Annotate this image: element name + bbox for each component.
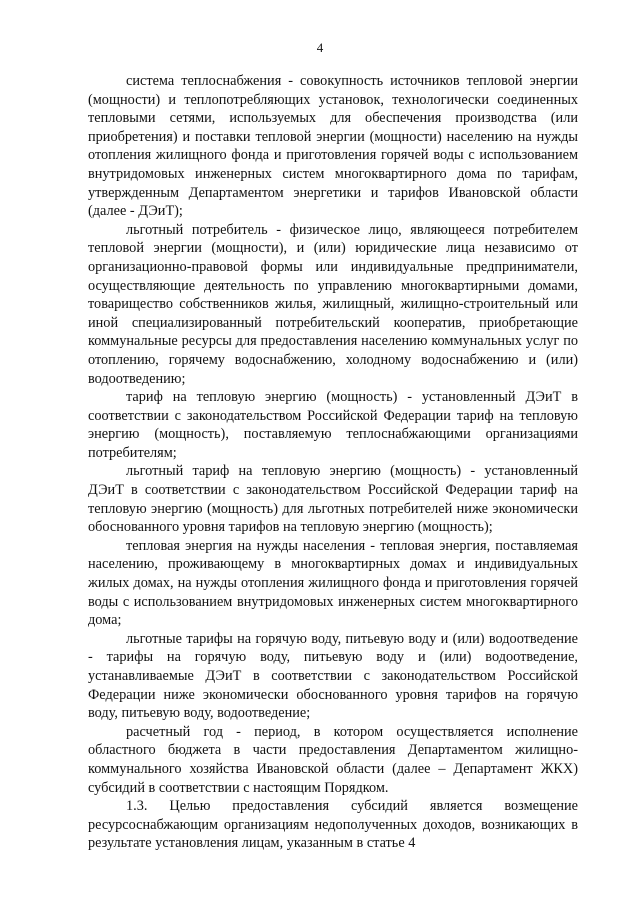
document-body — [88, 72, 578, 853]
paragraph-preferential-consumer: льготный потребитель - физическое лицо, являющееся потребителем тепловой энергии (мощности), и (или) юридические лица независимо от организационно-правовой формы или индивидуальные предприниматели, осуществляющие деятельность по управлению многоквартирными домами, товарищество собственников жилья, жилищный, жилищно-строительный или иной специализированный потребительский кооператив, приобретающие коммунальные ресурсы для предоставления населению коммунальных услуг по отоплению, горячему водоснабжению, холодному водоснабжению и (или) водоотведению; — [88, 221, 578, 387]
paragraph-calculation-year: расчетный год - период, в котором осуществляется исполнение областного бюджета в части предоставления Департаментом жилищно-коммунального хозяйства Ивановской области (далее – Департамент ЖКХ) субсидий в соответствии с настоящим Порядком. — [88, 723, 578, 796]
paragraph-heat-tariff: тариф на тепловую энергию (мощность) - установленный ДЭиТ в соответствии с законодательством Российской Федерации тариф на тепловую энергию (мощность), поставляемую теплоснабжающими организациями потребителям; — [88, 389, 578, 461]
paragraph-heat-supply-system: система теплоснабжения - совокупность источников тепловой энергии (мощности) и теплопотребляющих установок, технологически соединенных тепловыми сетями, используемых для обеспечения производства (или приобретения) и поставки тепловой энергии (мощности) населению на нужды отопления жилищного фонда и приготовления горячей воды с использованием внутридомовых инженерных систем многоквартирного дома по тарифам, утвержденным Департаментом энергетики и тарифов Ивановской области (далее - ДЭиТ); — [88, 73, 578, 220]
paragraph-subsidy-purpose: 1.3. Целью предоставления субсидий является возмещение ресурсоснабжающим организациям недополученных доходов, возникающих в результате установления лицам, указанным в статье 4 — [88, 798, 578, 852]
page-number: 4 — [316, 40, 324, 55]
paragraph-preferential-heat-tariff: льготный тариф на тепловую энергию (мощность) - установленный ДЭиТ в соответствии с законодательством Российской Федерации тариф на тепловую энергию (мощность) для льготных потребителей ниже экономически обоснованного уровня тарифов на тепловую энергию (мощность); — [88, 463, 578, 536]
paragraph-heat-for-population: тепловая энергия на нужды населения - тепловая энергия, поставляемая населению, проживающему в многоквартирных домах и индивидуальных жилых домах, на нужды отопления жилищного фонда и приготовления горячей воды с использованием внутридомовых инженерных систем многоквартирного дома; — [88, 537, 578, 629]
paragraph-preferential-water-tariffs: льготные тарифы на горячую воду, питьевую воду и (или) водоотведение - тарифы на горячую воду, питьевую воду и (или) водоотведение, устанавливаемые ДЭиТ в соответствии с законодательством Российской Федерации ниже экономически обоснованного уровня тарифов на горячую воду, питьевую воду, водоотведение; — [88, 630, 578, 722]
